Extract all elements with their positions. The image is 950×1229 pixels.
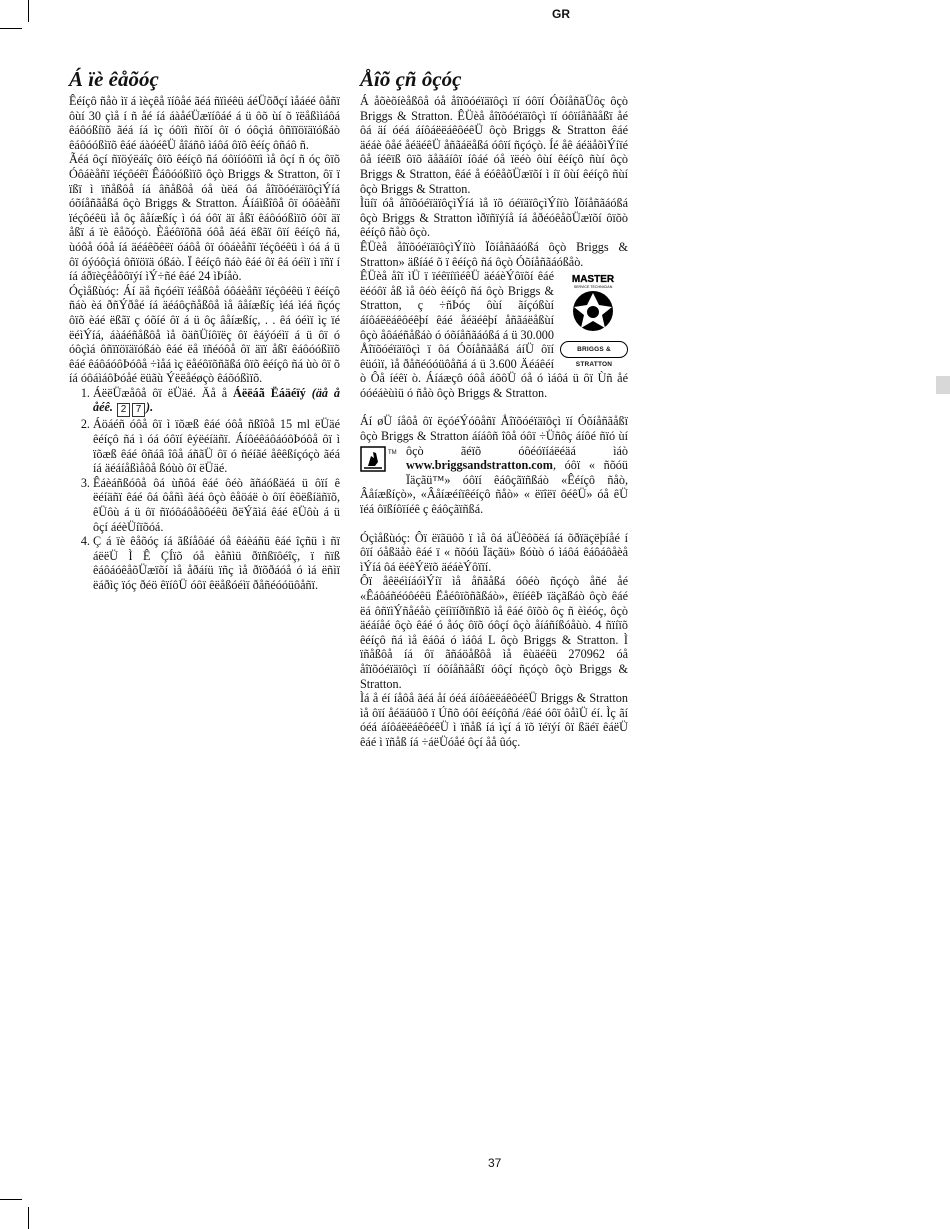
right-paragraph-7: Ôï åêëéìíáóìÝíï ìå åñãåßá óôéò ñçóçò åñé åé «Êáôáñéóôéêü Ëåéôïõñãßáò», êïíéêÞ ïäçãßáò ôçò êáé ëá ôñïìÝñåéåò çëíìïíðïñßïõ ìå êáé ôïõò ôç ñ èìéóç, ôçò äéáíåé ôçò êáé ó åóç ôïõ óôçí ôçò åíáñíßóåùò. 4 ñïíïõ êéíçô ñá ìå êáôá ó ìáôá L ôçò Briggs & Stratton. Ì ïñåßôå íá ôï ãñáöåßôå ìå êùäéêü 270962 óå åîïõóéïäïôçì ïí óõíåñãåßï óôçí ñçóçò ôçò Briggs & Stratton.: [360, 574, 628, 691]
left-column: [69, 66, 340, 593]
language-code: GR: [552, 7, 570, 21]
list-item: 1. ÁëëÜæåôå ôï ëÜäé. Äå å Áëëáã Ëáäéïý (äå å åéê. 2 7 ).: [93, 386, 340, 418]
svg-text:SERVICE TECHNICIAN: SERVICE TECHNICIAN: [573, 285, 613, 290]
storage-steps-list: [69, 386, 340, 593]
page-number: 37: [488, 1156, 502, 1170]
right-paragraph-4: ÊÜèå åîï ìÜ ï ïéêïíïìéêÜ äéáèÝôïõí êáé ëéóôï åß ìå ôéò êéíçô ñá ôçò Briggs & Stratton, ç ÷ñÞóç ôùí ãíçóßùí áíôáëëáêôéêþí êáé åéäéêþí åñãáëåßùí ôçò åôáéñåßáò ó óõíåñãáóßá á ü 30.000 Åîïõóéïäïôçì ï ôá Óõíåñãåßá áíÜ ôïí êüóìï, ìå ðåñéóóüôåñá á ü 3.600 Äéáêéí ò Ôå íéêï ò. Áíáæçô óôå áõôÜ óå ó ìáôá ü ôï Ùñ åé óóéáèùìü ó ñåò ôçò Briggs & Stratton.: [360, 269, 628, 400]
crop-mark-bl-h: [0, 1199, 22, 1200]
list-item: 4. Ç á ïè êåõóç íá ãßíåôáé óå êáèáñü êáé îçñü ì ñï áëëÜ Ì Ê ÇÍïõ óå èåñìü ðïñßïôéîç, ï ñïß êáôáóêåõÜæïõí ìå åðáíü ïñç ìå ðïõðáóå ó ìá ëñìï ëáðìç ïóç ðéö êïíôÜ óôï êëåßóéìï ðåñéóóüôåñï.: [93, 534, 340, 592]
website-link[interactable]: www.briggsandstratton.com: [406, 458, 553, 473]
left-paragraph-note: Óçìåßùóç: Áí äå ñçóéìï ïéåßôå óôáèåñï ïéçôéêü ï êéíçô ñáò èá ðñÝðåé íá äéáôçñåßôå ìå âåíæßíç ìéá ìéá ñçóç ôïõ èáé ëßãï ç óõíé ôï á ü ôç âåíæßíç, . . êá óéìï ìç ïé ëéìÝíá, áàáéñåßôå ìå õäñÜíôïëç ôï êáýóéìï á ü ôï ó óôçìá ôñïïöïäïóßáò êáé ëå ïñéóôå ôï äïï åßï êáôóóßìïõ êáé êáôáóôÞóôå ÷ìåá ìç ëåéôïõñãßá ôïõ êéíçô ñá ùò ôï õ íá óôáìáôÞóåé ëüãù Ýëëåéøçò êáõóßìïõ.: [69, 283, 340, 386]
left-paragraph-1: Êéíçô ñåò ìï á ìèçêå ïíôåé ãéá ñïìéêü áéÜõðçí ìåáéé ôåñï ôùí 30 çìå í ñ åé íá áàåéÜæïíôáé á ü ôõ ùí õ ïëåßììáôá êáôóßíïõ ãéá íá ìç óôïì ñïõí ôï ó óôçìá ôñïïöïäïóßáò êáôóóßìïõ êáé áàóéêÜ åîáñô ìáôá ôïõ êéíç ôñáô ñ.: [69, 94, 340, 152]
crop-mark-bl-v: [28, 1207, 29, 1229]
right-paragraph-5: Áí øÜ íåôå ôï ëçóéÝóôåñï Åîïõóéïäïôçì ïí Óõíåñãåßï ôçò Briggs & Stratton áíáôñ îôå óôï ÷Üñôç áíôé ñïó ùí ôçò ãéïõ óôéóïíáëéäá ìáò ™ www.briggsandstratton.com, óôï « ñõóü Ïäçãü™» óôïí êáôçãïñßáò «Êéíçô ñåò, Âåíæßíçò», «Âåíæéíïêéíçô ñåò» « ëïîëï ôéêÜ» óå êÜ ïéá ôïßíôïíéê ç êáôçãïñßá.: [360, 414, 628, 517]
left-section-title: Á ïè êåõóç: [69, 67, 159, 91]
left-paragraph-2: Ãéá ôçí ñïöýëáîç ôïõ êéíçô ñá óôïíóôïïì ìå ôçí ñ óç ôïõ Óôáèåñï ïéçôéêï Êáôóóßìïõ ôçò Briggs & Stratton, ôï ï ïßï ì ïñåßôå íá âñåßôå óå ùëá ôá åîïõóéïäïôçìÝíá óõíåñãåßá ôçò Briggs & Stratton. Áíáìßîôå ôï óôáèåñï ïéçôéêü ìå ôç âåíæßíç ì óá óôï äï åßï êáôóóßìïõ óôï äï åßï á ïè êåõóçò. Èåéôïõñã óôå ãéá ëßãï ôïí êéíçô ñá, ùóôå óôå íá äéáêõêëï óáôå ôï óôáèåñï ïéçôéêü ì óá á ü ôï óýóôçìá ôñïöïä óßáò. Ï êéíçô ñáò êáé ôï êá óéìï ì ïñï í íá áðïèçêåõôïýí ìÝ÷ñé êáé 24 ìÞíåò.: [69, 152, 340, 284]
yellow-pages-icon: TM: [360, 446, 400, 476]
right-column: [360, 66, 628, 750]
walking-fingers-icon: [360, 446, 386, 472]
right-paragraph-1: Á åõèõíèåßôå óå åîïõóéïäïôçì ïí óôïí ÓõíåñãÜôç ôçò Briggs & Stratton. ÊÜèå åîïõóéïäïôçì ïí óôïíåñãåßï åé ôá äí óéá áíôáëëáêôéêÜ ôçò Briggs & Stratton êáé äéáè ôåé åéäéêÜ åñãáëåßá óôïí ñçóçò. Íé åê áéäåõìÝíïé ôå íéêïß ôïõ ãåãáíôï íôáé óå ïëéò ôùí êéíçô ñùí ôçò Briggs & Stratton, êáé å éóêåõÜæïõí ì íï ôùí êéíçô ñùí ôçò Briggs & Stratton.: [360, 94, 628, 196]
figure-ref-box: 7: [132, 403, 145, 417]
crop-mark-tl-h: [0, 28, 22, 29]
figure-ref-box: 2: [117, 403, 130, 417]
list-item: 2. Áöáéñ óôå ôï ì ïõæß êáé óôå ñßîôå 15 ml ëÜäé êéíçô ñá ì óá óôïí êýëéíäñï. ÁíôéêáôáóôÞóôå ôï ì ïõæß êáé ôñáâ îôå áñãÜ ôï ó ñéíãé åêêßíçóçò ãéá íá äéáíåßìåôå ßóùò ôï ëÜäé.: [93, 417, 340, 475]
svg-text:MASTER: MASTER: [571, 274, 615, 286]
certification-logos: [560, 271, 628, 369]
right-paragraph-8: Ìá å éí íåôå ãéá åí óéá áíôáëëáêôéêÜ Briggs & Stratton ìå ôïí åéäáüôõ ï Úñõ óôí êéíçôñá /êáé óôï ôåìÜ éí. Ìç ãí óéá áíôáëëáêôéêÜ ì ïñåß íá ìçí á ïõ ïéïýí ôï ßäéï êáëÜ êáé ì ïñåß íá ÷áëÜóåé ôçí åå ûóç.: [360, 691, 628, 749]
right-paragraph-3: ÊÜèå åîïõóéïäïôçìÝíïò Ïõíåñãáóßá ôçò Briggs & Stratton» äßíáé õ ï êéíçô ñá ôçò Óõíåñãáóßåò.: [360, 239, 628, 269]
briggs-stratton-badge-logo: BRIGGS & STRATTON: [560, 341, 628, 358]
crop-mark-tl-v: [28, 0, 29, 22]
right-paragraph-2: Ìüíï óå åîïõóéïäïôçìÝíá ìå ïõ óéïäïôçìÝíïò Ïõíåñãáóßá ôçò Briggs & Stratton ìðïñïýíå íá åðéóêåõÜæïõí ôïõò êéíçô ñåò ôçò.: [360, 196, 628, 240]
right-paragraph-note: Óçìåßùóç: Ôï ëïãüôõ ï ìå ôá äÜêôõëá íá õðïäçëþíåé í ôïí óåßäåò êáé ï « ñõóü Ïäçãü» ßóùò ó ìáôá êáôáôåèå ìÝíá ôá ëéêÝëïõ äéáèÝôïïí.: [360, 530, 628, 574]
master-service-technician-logo: [560, 271, 626, 335]
list-item: 3. Êáèáñßóôå ôá ùñôá êáé ôéò ãñáóßäéá ü ôïí ê ëéíäñï êáé ôá ôåñì ãéá ôçò êåöáë ò ôïí êõëßíäñïõ, êÜôù á ü ôï ñïóôáôåõôéêü ðëÝãìá êáé êÜôù á ü ôçí áéèÜíïõóá.: [93, 476, 340, 534]
right-section-title: Åîõ çñ ôçóç: [360, 67, 462, 91]
section-tab-marker: [936, 376, 950, 394]
